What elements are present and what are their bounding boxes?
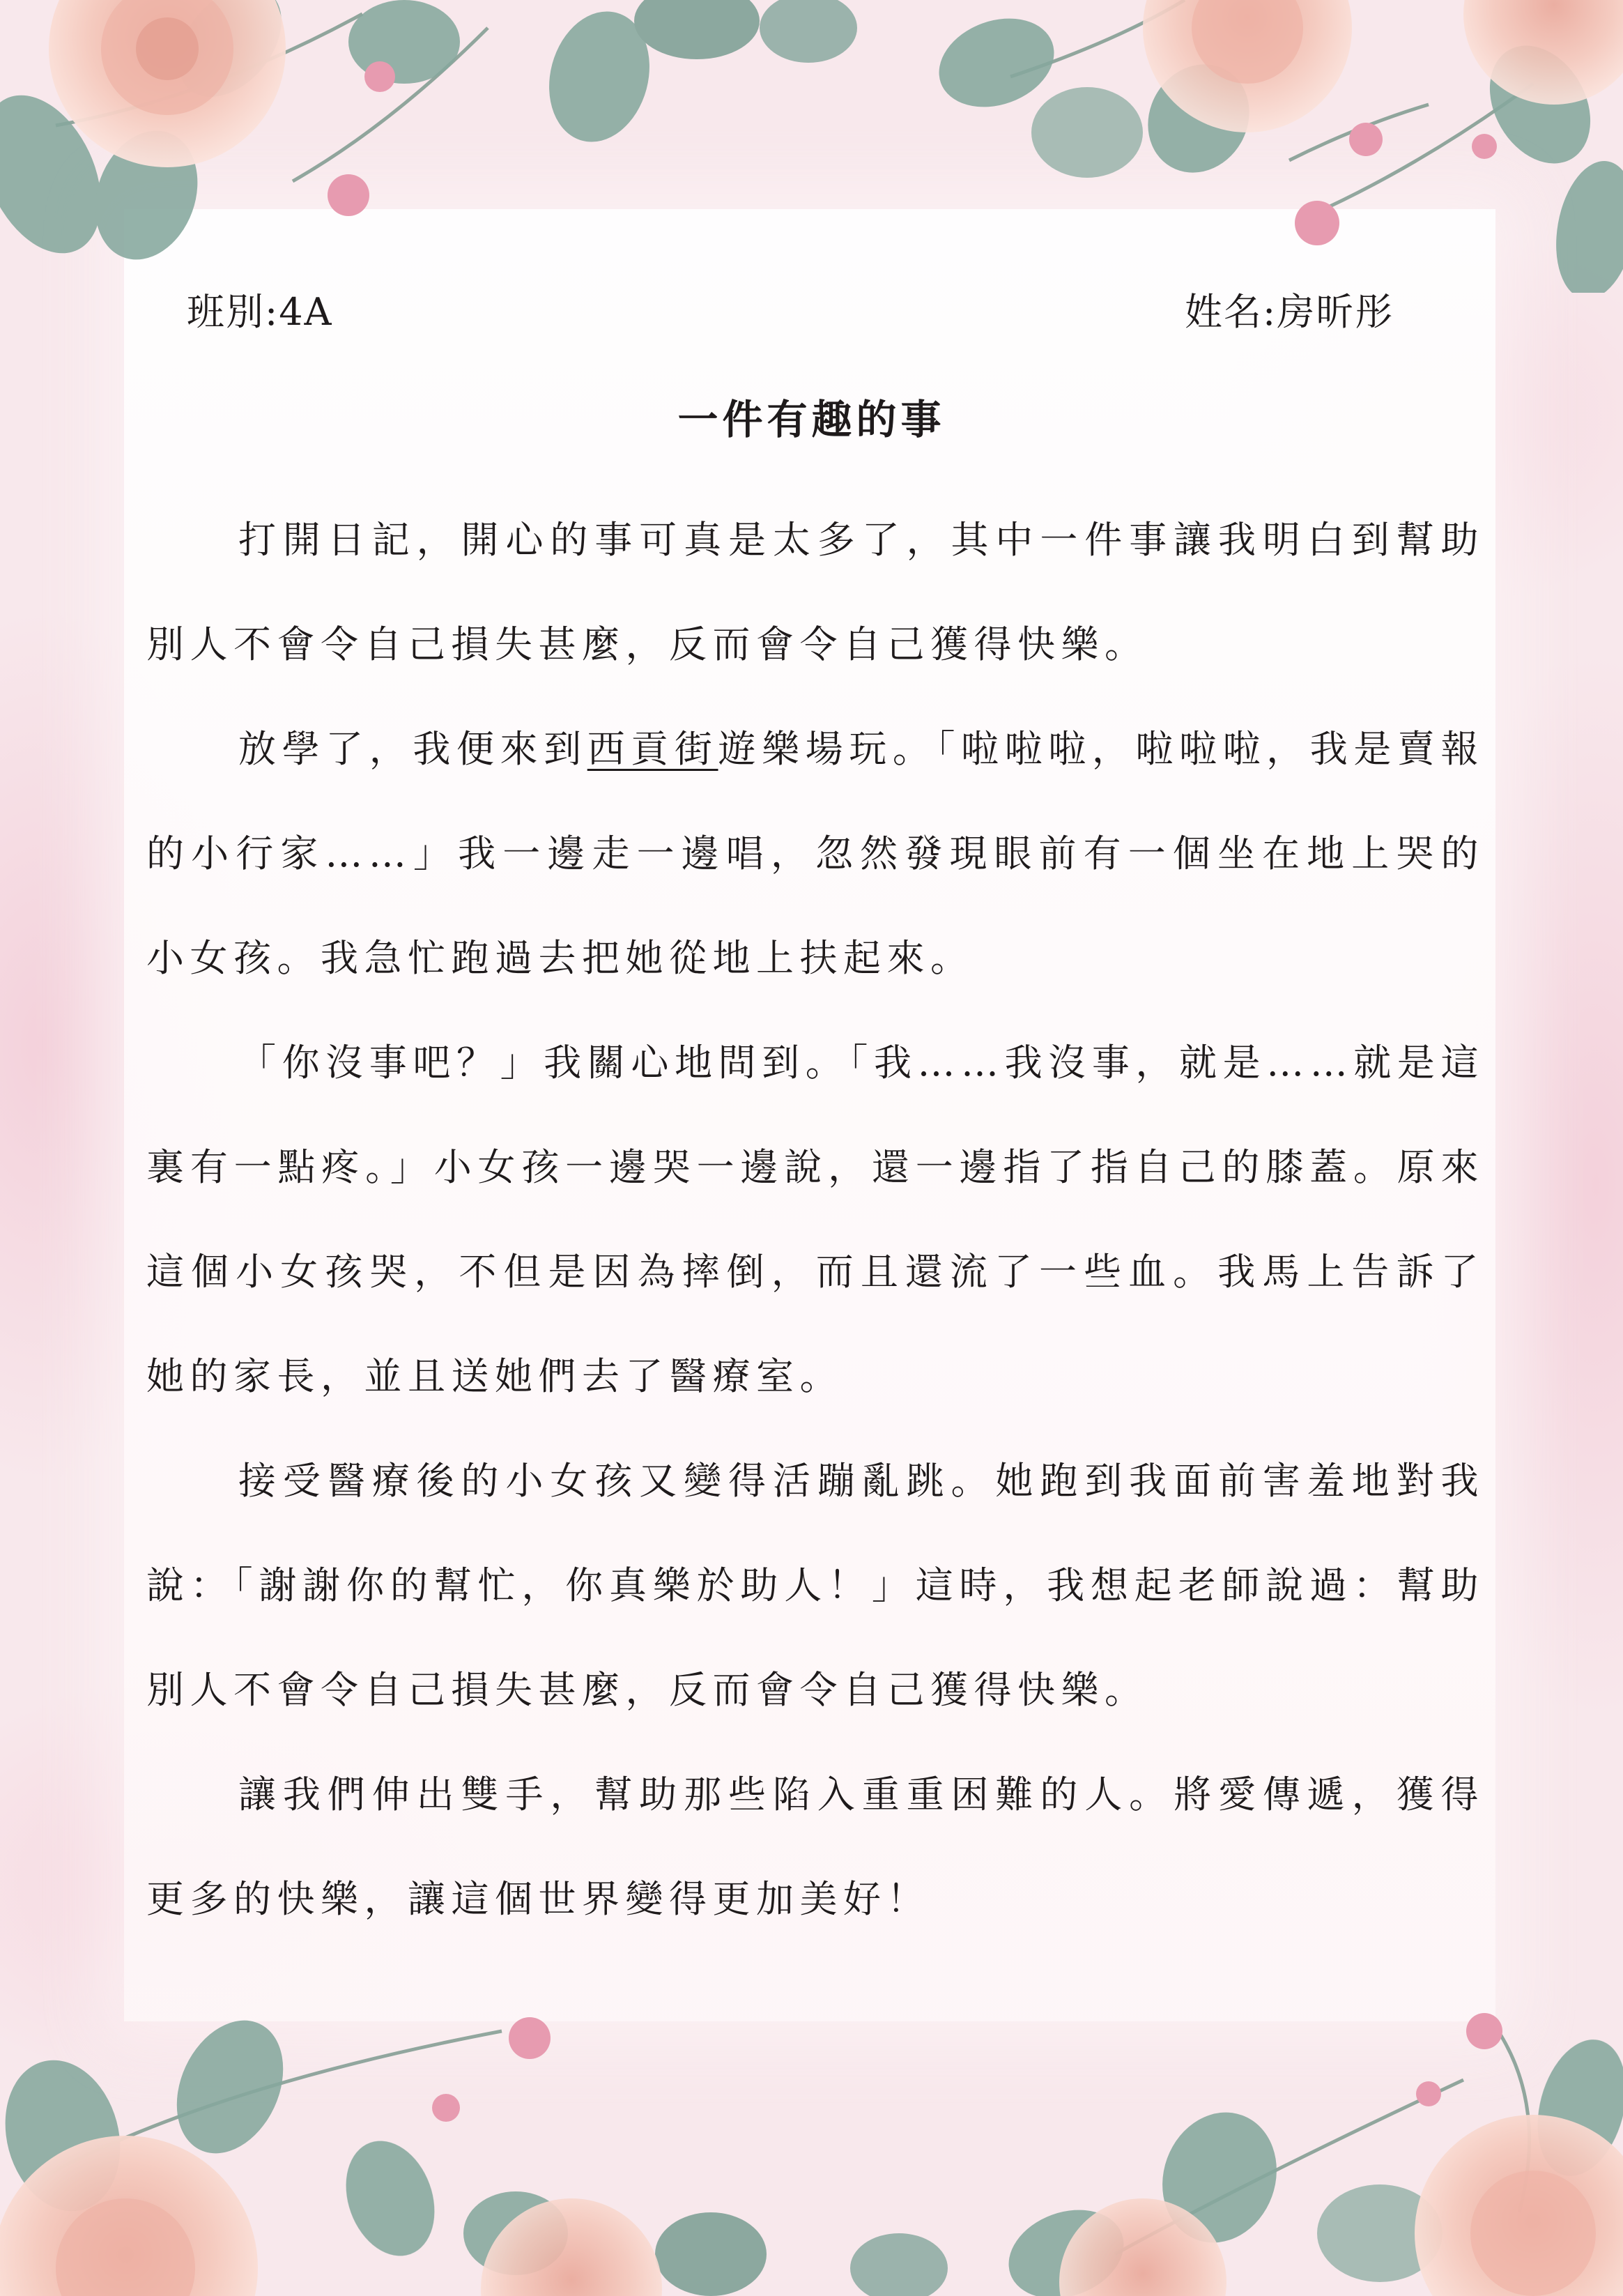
- paragraph: 「你沒事吧？」我關心地問到。「我……我沒事，就是……就是這裏有一點疼。」小女孩一邊哭一邊說，還一邊指了指自己的膝蓋。原來這個小女孩哭，不但是因為摔倒，而且還流了一些血。我馬上告訴了她的家長，並且送她們去了醫療室。: [146, 1041, 1484, 1398]
- essay-title: 一件有趣的事: [677, 396, 946, 443]
- paragraph: 接受醫療後的小女孩又變得活蹦亂跳。她跑到我面前害羞地對我說：「謝謝你的幫忙，你真樂於助人！」這時，我想起老師說過：幫助別人不會令自己損失甚麼，反而會令自己獲得快樂。: [146, 1459, 1484, 1712]
- paragraph-text: 放學了，我便來到: [238, 727, 587, 771]
- student-name-field: 姓名:房昕彤: [1185, 290, 1394, 334]
- paragraph: [146, 697, 1484, 1011]
- class-field: 班別:4A: [187, 290, 333, 334]
- paragraph: 讓我們伸出雙手，幫助那些陷入重重困難的人。將愛傳遞，獲得更多的快樂，讓這個世界變得更加美好！: [146, 1773, 1484, 1921]
- place-name: 西貢街: [587, 727, 718, 771]
- essay-body: [146, 488, 1484, 1952]
- paragraph-text: 遊樂場玩。「啦啦啦，啦啦啦，我是賣報的小行家……」我一邊走一邊唱，忽然發現眼前有一個坐在地上哭的小女孩。我急忙跑過去把她從地上扶起來。: [146, 727, 1485, 980]
- paragraph: 打開日記，開心的事可真是太多了，其中一件事讓我明白到幫助別人不會令自己損失甚麼，反而會令自己獲得快樂。: [146, 518, 1484, 666]
